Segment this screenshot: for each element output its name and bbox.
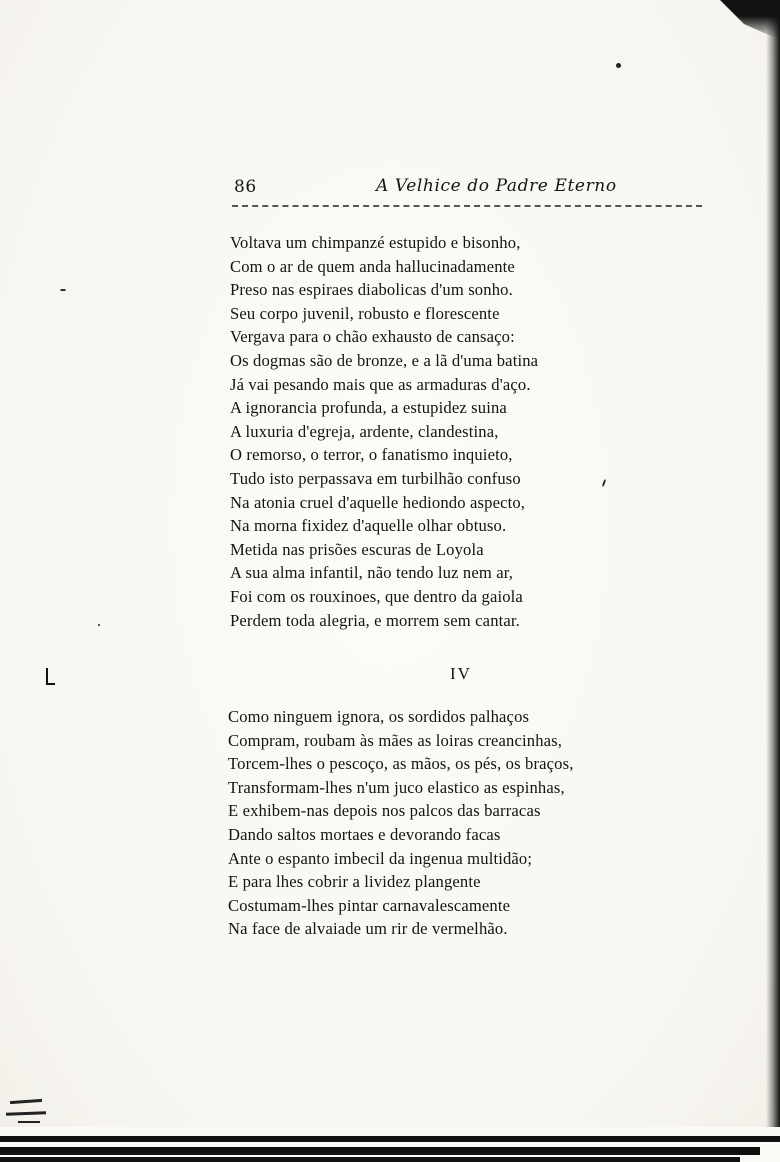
- verse-line: Na face de alvaiade um rir de vermelhão.: [228, 919, 508, 939]
- margin-mark: [46, 668, 48, 684]
- verse-line: Voltava um chimpanzé estupido e bisonho,: [230, 233, 521, 252]
- verse-line: Os dogmas são de bronze, e a lã d'uma batina: [230, 350, 539, 370]
- binding-edge-line: [0, 1147, 760, 1155]
- verse-line: Como ninguem ignora, os sordidos palhaços: [228, 707, 530, 726]
- verse-line: Dando saltos mortaes e devorando facas: [228, 824, 501, 844]
- verse-line: O remorso, o terror, o fanatismo inquieto,: [230, 445, 513, 465]
- corner-blot: [720, 0, 780, 40]
- verse-line: Torcem-lhes o pescoço, as mãos, os pés, os braços,: [228, 754, 574, 774]
- verse-line: A luxuria d'egreja, ardente, clandestina,: [230, 421, 499, 441]
- margin-mark-foot: [46, 683, 55, 685]
- page-number: 86: [234, 177, 257, 197]
- ink-smudge: [6, 1111, 46, 1115]
- verse-line: Perdem toda alegria, e morrem sem cantar.: [230, 610, 520, 630]
- verse-line: Costumam-lhes pintar carnavalescamente: [228, 895, 511, 915]
- verse-line: A ignorancia profunda, a estupidez suina: [230, 398, 507, 418]
- stanza-one: [230, 231, 538, 632]
- verse-line: Metida nas prisões escuras de Loyola: [230, 539, 484, 559]
- verse-line: Preso nas espiraes diabolicas d'um sonho.: [230, 280, 513, 300]
- page-edge-shadow: [766, 0, 780, 1162]
- header-rule: [232, 205, 702, 207]
- binding-edge-line: [0, 1157, 740, 1162]
- ink-speck: [60, 289, 66, 291]
- stanza-two: [228, 705, 574, 941]
- verse-line: Ante o espanto imbecil da ingenua multidão;: [228, 848, 533, 868]
- verse-line: Com o ar de quem anda hallucinadamente: [230, 256, 515, 276]
- verse-line: Na morna fixidez d'aquelle olhar obtuso.: [230, 516, 507, 536]
- verse-line: Transformam-lhes n'um juco elastico as espinhas,: [228, 777, 565, 797]
- verse-line: Compram, roubam às mães as loiras creancinhas,: [228, 730, 563, 750]
- section-numeral: IV: [450, 664, 472, 683]
- verse-line: Tudo isto perpassava em turbilhão confuso: [230, 468, 521, 488]
- ink-smudge: [18, 1121, 40, 1123]
- ink-speck: [602, 479, 607, 487]
- verse-line: Seu corpo juvenil, robusto e florescente: [230, 303, 500, 323]
- verse-line: E para lhes cobrir a lividez plangente: [228, 872, 481, 892]
- ink-speck: [98, 624, 100, 626]
- verse-line: A sua alma infantil, não tendo luz nem ar,: [230, 563, 514, 583]
- verse-line: Na atonia cruel d'aquelle hediondo aspecto,: [230, 492, 526, 512]
- running-title: A Velhice do Padre Eterno: [376, 176, 617, 196]
- verse-line: E exhibem-nas depois nos palcos das barracas: [228, 801, 541, 821]
- verse-line: Foi com os rouxinoes, que dentro da gaiola: [230, 586, 523, 606]
- verse-line: Já vai pesando mais que as armaduras d'aço.: [230, 374, 531, 394]
- binding-edge-line: [0, 1136, 780, 1142]
- ink-smudge: [10, 1099, 42, 1104]
- ink-speck: [616, 63, 621, 68]
- verse-line: Vergava para o chão exhausto de cansaço:: [230, 327, 515, 347]
